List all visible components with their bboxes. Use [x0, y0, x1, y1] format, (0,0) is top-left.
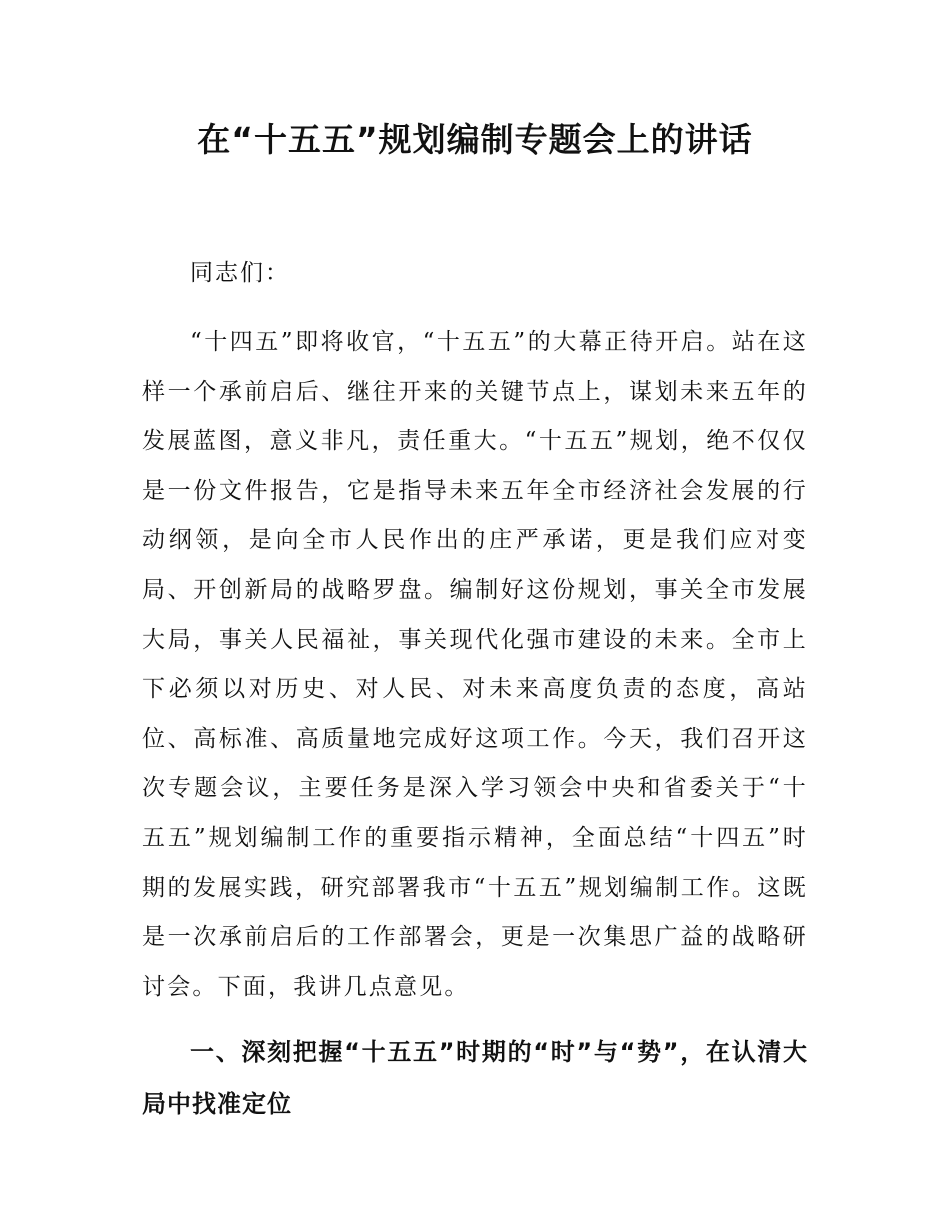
document-title: 在“十五五”规划编制专题会上的讲话	[197, 120, 753, 159]
section-heading: 一、深刻把握“十五五”时期的“时”与“势”，在认清大局中找准定位	[142, 1038, 808, 1118]
body-paragraph: “十四五”即将收官，“十五五”的大幕正待开启。站在这样一个承前启后、继往开来的关键节点上，谋划未来五年的发展蓝图，意义非凡，责任重大。“十五五”规划，绝不仅仅是一份文件报告，它是指导未来五年全市经济社会发展的行动纲领，是向全市人民作出的庄严承诺，更是我们应对变局、开创新局的战略罗盘。编制好这份规划，事关全市发展大局，事关人民福祉，事关现代化强市建设的未来。全市上下必须以对历史、对人民、对未来高度负责的态度，高站位、高标准、高质量地完成好这项工作。今天，我们召开这次专题会议，主要任务是深入学习领会中央和省委关于“十五五”规划编制工作的重要指示精神，全面总结“十四五”时期的发展实践，研究部署我市“十五五”规划编制工作。这既是一次承前启后的工作部署会，更是一次集思广益的战略研讨会。下面，我讲几点意见。	[142, 329, 808, 1000]
salutation: 同志们：	[190, 260, 290, 286]
